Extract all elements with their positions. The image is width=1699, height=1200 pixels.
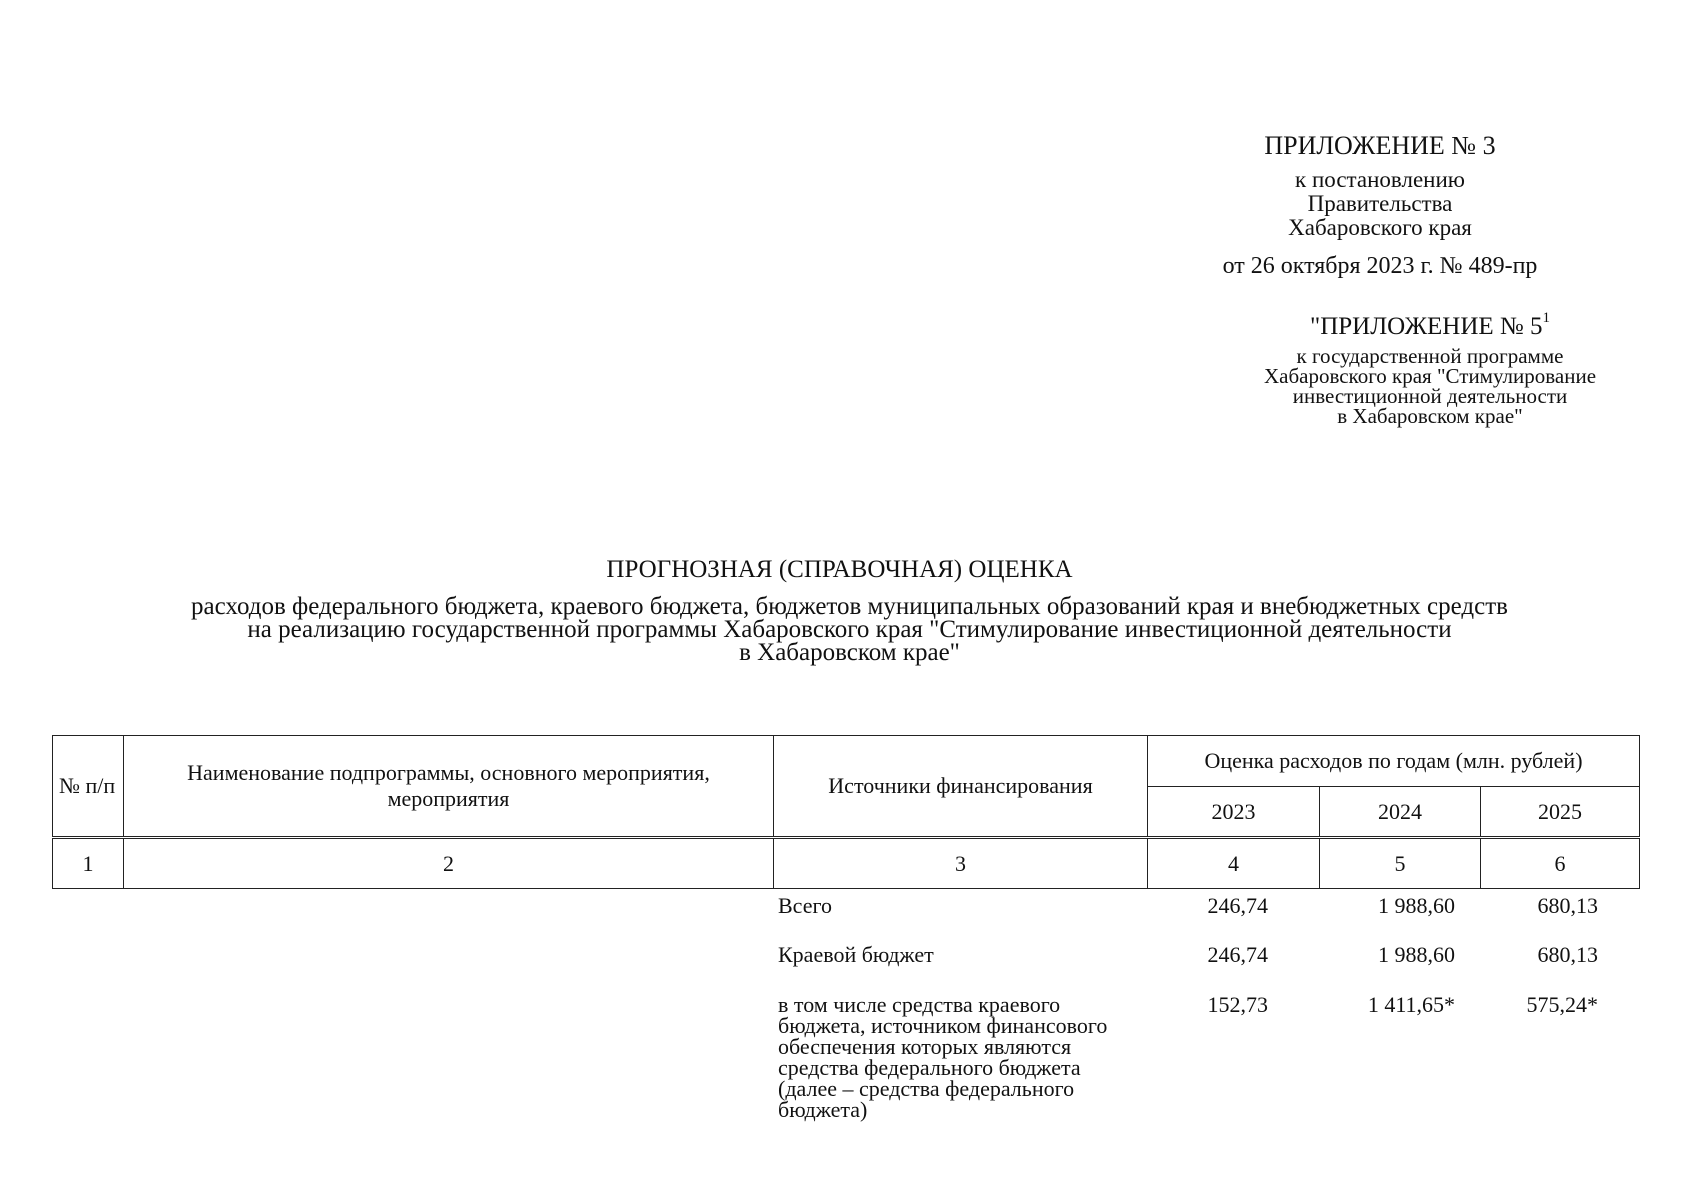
appendix-line: Хабаровского края (1288, 215, 1472, 240)
row-value-2023: 152,73 (1207, 992, 1268, 1017)
column-index: 1 (53, 838, 124, 889)
document-heading (0, 555, 1699, 664)
row-value-2023: 246,74 (1207, 942, 1268, 967)
header-estimate: Оценка расходов по годам (млн. рублей) (1148, 736, 1640, 787)
appendix-line: в Хабаровском крае" (1337, 404, 1523, 428)
row-source: Краевой бюджет (778, 942, 934, 967)
appendix-line: Правительства (1307, 191, 1453, 216)
appendix-header-secondary (1230, 312, 1630, 426)
header-year-2024: 2024 (1320, 787, 1481, 838)
header-year-2025: 2025 (1481, 787, 1640, 838)
document-title: ПРОГНОЗНАЯ (СПРАВОЧНАЯ) ОЦЕНКА (606, 556, 1073, 583)
header-source: Источники финансирования (774, 736, 1148, 838)
appendix-header-primary (1220, 130, 1540, 280)
appendix-title-text: "ПРИЛОЖЕНИЕ № 5 (1309, 313, 1543, 340)
column-index: 3 (774, 838, 1148, 889)
appendix-date: от 26 октября 2023 г. № 489-пр (1222, 253, 1538, 279)
column-index: 2 (124, 838, 774, 889)
appendix-title: ПРИЛОЖЕНИЕ № 3 (1264, 131, 1496, 160)
row-value-2025: 680,13 (1537, 893, 1598, 918)
row-value-2024: 1 988,60 (1378, 893, 1455, 918)
appendix-line: к постановлению (1295, 167, 1465, 192)
row-source: Всего (778, 893, 832, 918)
row-value-2024: 1 988,60 (1378, 942, 1455, 967)
row-source: в том числе средства краевого бюджета, источником финансового обеспечения которых являются средства федерального бюджета (далее – средства федерального бюджета) (778, 992, 1108, 1122)
appendix-title (1230, 312, 1630, 342)
column-index: 5 (1320, 838, 1481, 889)
row-value-2025: 575,24* (1526, 992, 1598, 1017)
row-value-2024: 1 411,65* (1367, 992, 1455, 1017)
column-index: 4 (1148, 838, 1320, 889)
appendix-line: к государственной программе (1296, 344, 1564, 368)
row-value-2025: 680,13 (1537, 942, 1598, 967)
budget-estimate-table (52, 735, 1640, 889)
subtitle-line: в Хабаровском крае" (739, 639, 960, 666)
column-index: 6 (1481, 838, 1640, 889)
row-value-2023: 246,74 (1207, 893, 1268, 918)
column-index-row (53, 838, 1640, 889)
appendix-line: инвестиционной деятельности (1292, 384, 1568, 408)
header-name: Наименование подпрограммы, основного мероприятия, мероприятия (124, 736, 774, 838)
appendix-line: Хабаровского края "Стимулирование (1263, 364, 1597, 388)
appendix-title-superscript: 1 (1542, 310, 1550, 326)
subtitle-line: на реализацию государственной программы Хабаровского края "Стимулирование инвестиционной деятельности (247, 616, 1452, 643)
header-number: № п/п (53, 736, 124, 838)
document-subtitle (0, 595, 1699, 664)
header-year-2023: 2023 (1148, 787, 1320, 838)
subtitle-line: расходов федерального бюджета, краевого бюджета, бюджетов муниципальных образований края и внебюджетных средств (191, 593, 1508, 620)
